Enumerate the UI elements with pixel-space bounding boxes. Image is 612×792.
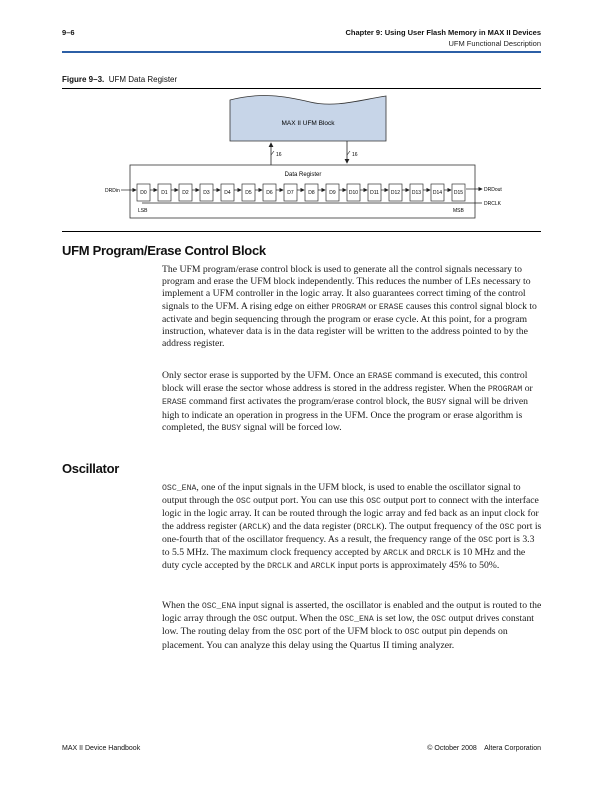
text-run: Only sector erase is supported by the UFM. Once an — [162, 370, 368, 381]
text-run: The UFM program/erase control block is used to generate all the control signals necessary to program and erase the UFM block independently. This reduces the number of LEs necessary to implement a UFM controller in the logic array. It also guarantees correct timing of the control signals to the UFM. A rising edge on either — [162, 264, 531, 312]
code-run: OSC — [478, 535, 493, 545]
text-run: is set low, the — [373, 613, 432, 625]
code-run: OSC — [366, 497, 381, 507]
register-cell-label: D11 — [370, 190, 379, 196]
register-cell-label: D5 — [245, 190, 252, 196]
code-run: BUSY — [221, 423, 242, 433]
text-run: input signal is asserted, the oscillator is enabled and the output is routed to the logic array through the — [162, 600, 542, 625]
footer-handbook: MAX II Device Handbook — [62, 745, 141, 752]
register-cell-label: D8 — [308, 190, 315, 196]
code-run: OSC — [404, 628, 420, 638]
register-cell-label: D7 — [287, 190, 294, 196]
text-run: port is 3.3 to 5.5 MHz. The maximum clock frequency accepted by — [162, 533, 535, 559]
figure-title: UFM Data Register — [108, 75, 178, 84]
drclk-label: DRCLK — [484, 201, 501, 207]
register-cell-label: D6 — [266, 190, 273, 196]
text-run: , one of the input signals in the UFM block, is used to enable the oscillator signal to output through the — [162, 482, 521, 507]
text-run: output port. You can use this — [250, 495, 367, 507]
paragraph — [162, 264, 544, 350]
code-run: DRCLK — [356, 522, 382, 532]
code-run: OSC — [499, 522, 515, 532]
figure-label: Figure 9–3. — [62, 75, 105, 84]
section-heading-ufm-control: UFM Program/Erase Control Block — [62, 243, 266, 258]
bus-slash — [347, 151, 350, 155]
register-cell-label: D14 — [432, 190, 443, 196]
code-run: OSC_ENA — [162, 484, 197, 493]
msb-label: MSB — [453, 208, 464, 214]
text-run: ) and the data register ( — [267, 520, 357, 532]
text-run: causes this control signal block to activate and begin sequencing through the program or erase cycle. At this point, for a program instruction, whatever data is in the data register will be written to the address pointed to by the address register. — [162, 300, 537, 350]
code-run: OSC_ENA — [201, 602, 237, 611]
code-run: OSC — [252, 615, 268, 625]
register-cell-label: D15 — [453, 190, 464, 196]
register-cell-label: D3 — [203, 190, 210, 196]
text-run: command first activates the program/erase control block, the — [186, 396, 427, 408]
bus-width-right: 16 — [352, 152, 358, 158]
code-run: PROGRAM — [487, 385, 523, 395]
register-cell-label: D12 — [390, 190, 401, 196]
register-cell-label: D13 — [411, 190, 422, 196]
register-cell-label: D4 — [224, 190, 231, 196]
text-run: port is one-fourth that of the oscillator frequency. As a result, the frequency range of the — [162, 520, 542, 545]
text-run: output. When the — [267, 613, 340, 625]
code-run: ARCLK — [242, 522, 268, 532]
code-run: OSC — [431, 615, 447, 625]
code-run: ERASE — [378, 302, 404, 312]
ufm-block-shape — [230, 96, 386, 141]
ufm-data-register-diagram — [0, 0, 612, 240]
section-heading-oscillator: Oscillator — [62, 461, 119, 476]
code-run: OSC_ENA — [339, 615, 374, 625]
code-run: DRCLK — [267, 562, 292, 572]
register-cells — [137, 184, 465, 201]
paragraph — [162, 600, 544, 652]
code-run: ERASE — [367, 372, 393, 381]
drdout-label: DRDout — [484, 187, 502, 193]
paragraph — [162, 370, 544, 435]
lsb-label: LSB — [138, 208, 148, 214]
paragraph — [162, 482, 544, 573]
code-run: PROGRAM — [331, 302, 366, 312]
text-run: and — [291, 560, 311, 572]
register-cell-label: D1 — [161, 190, 168, 196]
figure-bottom-rule — [62, 231, 541, 232]
register-cell-label: D10 — [348, 190, 359, 196]
code-run: DRCLK — [426, 549, 452, 559]
text-run: signal will be driven high to indicate an operation in progress in the UFM. Once the program or erase algorithm is completed, the — [162, 396, 528, 433]
text-run: is 10 MHz and the duty cycle accepted by the — [162, 547, 526, 572]
text-run: signal will be forced low. — [241, 421, 342, 433]
code-run: OSC — [236, 497, 251, 507]
code-run: ARCLK — [383, 549, 408, 559]
text-run: or — [522, 383, 533, 395]
text-run: output port to connect with the interface logic in the logic array. It can be routed through the logic array and fed back as an input clock for the address register ( — [162, 495, 539, 532]
text-run: When the — [162, 600, 202, 611]
text-run: output drives constant low. The routing delay from the — [162, 613, 534, 638]
ufm-block-label: MAX II UFM Block — [281, 120, 335, 127]
code-run: ARCLK — [310, 562, 336, 572]
page-number: 9–6 — [62, 28, 75, 37]
bus-slash — [271, 151, 274, 155]
text-run: command is executed, this control block will erase the sector whose address is stored in the address register. When the — [162, 370, 528, 395]
code-run: BUSY — [426, 398, 447, 408]
text-run: port of the UFM block to — [302, 626, 405, 638]
text-run: or — [365, 300, 379, 312]
text-run: and — [407, 547, 427, 559]
section-title: UFM Functional Description — [448, 39, 541, 48]
text-run: input ports is approximately 45% to 50%. — [335, 560, 500, 572]
code-run: ERASE — [162, 398, 187, 408]
text-run: output pin depends on placement. You can analyze this delay using the Quartus II timing analyzer. — [162, 626, 508, 651]
register-cell-label: D0 — [140, 190, 147, 196]
text-run: ). The output frequency of the — [381, 520, 500, 532]
register-cell-label: D9 — [329, 190, 336, 196]
footer-copyright: © October 2008 Altera Corporation — [427, 745, 541, 752]
chapter-title: Chapter 9: Using User Flash Memory in MAX II Devices — [345, 28, 541, 37]
code-run: OSC — [287, 628, 303, 638]
data-register-label: Data Register — [284, 172, 322, 178]
bus-width-left: 16 — [276, 152, 282, 158]
drdin-label: DRDin — [105, 188, 120, 194]
register-cell-label: D2 — [182, 190, 189, 196]
